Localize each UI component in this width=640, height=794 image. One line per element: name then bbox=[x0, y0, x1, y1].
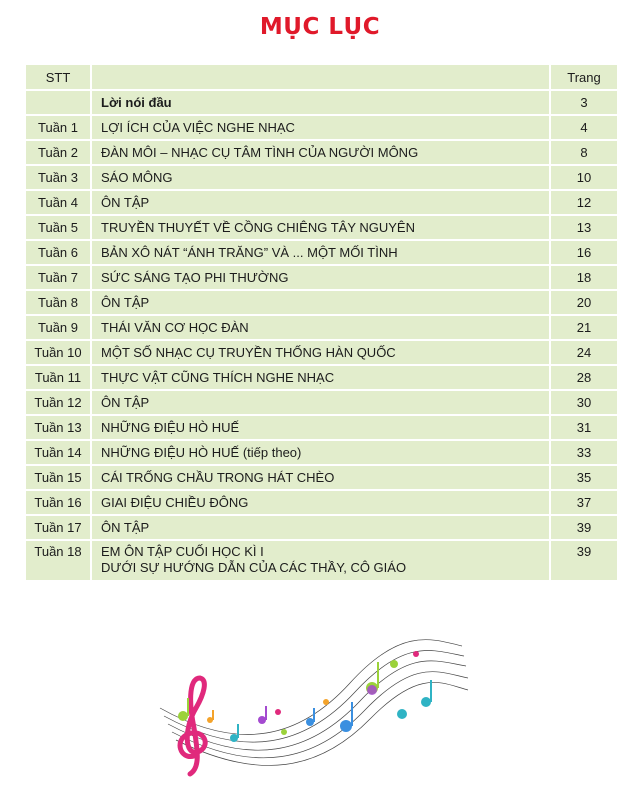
table-row[interactable] bbox=[26, 466, 617, 489]
page-number: 10 bbox=[551, 166, 617, 189]
week-label: Tuần 7 bbox=[26, 266, 92, 289]
table-row[interactable] bbox=[26, 491, 617, 514]
week-label: Tuần 4 bbox=[26, 191, 92, 214]
week-label: Tuần 1 bbox=[26, 116, 92, 139]
lesson-title[interactable]: THỰC VẬT CŨNG THÍCH NGHE NHẠC bbox=[92, 366, 551, 389]
table-row[interactable] bbox=[26, 441, 617, 464]
page-number: 20 bbox=[551, 291, 617, 314]
table-row[interactable] bbox=[26, 391, 617, 414]
preface-page: 3 bbox=[551, 91, 617, 114]
lesson-title[interactable]: TRUYỀN THUYẾT VỀ CỒNG CHIÊNG TÂY NGUYÊN bbox=[92, 216, 551, 239]
table-row[interactable] bbox=[26, 416, 617, 439]
lesson-title[interactable] bbox=[92, 541, 551, 580]
table-row[interactable] bbox=[26, 166, 617, 189]
page-number: 28 bbox=[551, 366, 617, 389]
table-row[interactable] bbox=[26, 366, 617, 389]
week-label: Tuần 14 bbox=[26, 441, 92, 464]
preface-title[interactable]: Lời nói đầu bbox=[92, 91, 551, 114]
lesson-title[interactable]: GIAI ĐIỆU CHIỀU ĐÔNG bbox=[92, 491, 551, 514]
lesson-title[interactable]: ÔN TẬP bbox=[92, 391, 551, 414]
page-number: 39 bbox=[551, 516, 617, 539]
preface-stt bbox=[26, 91, 92, 114]
music-staff-illustration bbox=[150, 628, 470, 788]
page-number: 35 bbox=[551, 466, 617, 489]
lesson-title[interactable]: CÁI TRỐNG CHẦU TRONG HÁT CHÈO bbox=[92, 466, 551, 489]
lesson-title[interactable]: ÔN TẬP bbox=[92, 291, 551, 314]
week-label: Tuần 9 bbox=[26, 316, 92, 339]
table-of-contents bbox=[26, 63, 617, 582]
page-number: 31 bbox=[551, 416, 617, 439]
table-row[interactable] bbox=[26, 191, 617, 214]
table-row[interactable] bbox=[26, 291, 617, 314]
page-number: 8 bbox=[551, 141, 617, 164]
table-row[interactable] bbox=[26, 516, 617, 539]
week-label: Tuần 16 bbox=[26, 491, 92, 514]
table-row[interactable] bbox=[26, 266, 617, 289]
lesson-title[interactable]: SÁO MÔNG bbox=[92, 166, 551, 189]
week-label: Tuần 11 bbox=[26, 366, 92, 389]
page-number: 12 bbox=[551, 191, 617, 214]
table-row[interactable] bbox=[26, 341, 617, 364]
preface-row[interactable] bbox=[26, 91, 617, 114]
lesson-title[interactable]: NHỮNG ĐIỆU HÒ HUẾ (tiếp theo) bbox=[92, 441, 551, 464]
lesson-title[interactable]: ĐÀN MÔI – NHẠC CỤ TÂM TÌNH CỦA NGƯỜI MÔNG bbox=[92, 141, 551, 164]
page-title: MỤC LỤC bbox=[259, 14, 381, 40]
lesson-title-line1: EM ÔN TẬP CUỐI HỌC KÌ I bbox=[101, 544, 264, 559]
lesson-title[interactable]: LỢI ÍCH CỦA VIỆC NGHE NHẠC bbox=[92, 116, 551, 139]
table-row[interactable] bbox=[26, 316, 617, 339]
lesson-title[interactable]: BẢN XÔ NÁT “ÁNH TRĂNG” VÀ ... MỘT MỐI TÌNH bbox=[92, 241, 551, 264]
header-topic bbox=[92, 65, 551, 89]
page-number: 37 bbox=[551, 491, 617, 514]
page-number: 4 bbox=[551, 116, 617, 139]
week-label: Tuần 18 bbox=[26, 541, 92, 580]
week-label: Tuần 6 bbox=[26, 241, 92, 264]
page-number: 13 bbox=[551, 216, 617, 239]
page-number: 16 bbox=[551, 241, 617, 264]
lesson-title[interactable]: ÔN TẬP bbox=[92, 516, 551, 539]
week-label: Tuần 8 bbox=[26, 291, 92, 314]
table-row[interactable] bbox=[26, 141, 617, 164]
lesson-title[interactable]: ÔN TẬP bbox=[92, 191, 551, 214]
page-number: 33 bbox=[551, 441, 617, 464]
page-number: 30 bbox=[551, 391, 617, 414]
page-number: 21 bbox=[551, 316, 617, 339]
header-stt: STT bbox=[26, 65, 92, 89]
table-row[interactable] bbox=[26, 241, 617, 264]
page-number: 24 bbox=[551, 341, 617, 364]
header-page: Trang bbox=[551, 65, 617, 89]
music-notes-icon bbox=[178, 651, 431, 742]
lesson-title-line2: DƯỚI SỰ HƯỚNG DẪN CỦA CÁC THẦY, CÔ GIÁO bbox=[101, 560, 407, 575]
lesson-title[interactable]: NHỮNG ĐIỆU HÒ HUẾ bbox=[92, 416, 551, 439]
table-row[interactable] bbox=[26, 216, 617, 239]
table-row[interactable] bbox=[26, 541, 617, 580]
week-label: Tuần 3 bbox=[26, 166, 92, 189]
week-label: Tuần 10 bbox=[26, 341, 92, 364]
table-header-row bbox=[26, 65, 617, 89]
week-label: Tuần 15 bbox=[26, 466, 92, 489]
page-number: 39 bbox=[551, 541, 617, 580]
lesson-title[interactable]: SỨC SÁNG TẠO PHI THƯỜNG bbox=[92, 266, 551, 289]
week-label: Tuần 5 bbox=[26, 216, 92, 239]
lesson-title[interactable]: MỘT SỐ NHẠC CỤ TRUYỀN THỐNG HÀN QUỐC bbox=[92, 341, 551, 364]
table-row[interactable] bbox=[26, 116, 617, 139]
lesson-title[interactable]: THÁI VĂN CƠ HỌC ĐÀN bbox=[92, 316, 551, 339]
week-label: Tuần 2 bbox=[26, 141, 92, 164]
page-number: 18 bbox=[551, 266, 617, 289]
week-label: Tuần 12 bbox=[26, 391, 92, 414]
week-label: Tuần 13 bbox=[26, 416, 92, 439]
week-label: Tuần 17 bbox=[26, 516, 92, 539]
